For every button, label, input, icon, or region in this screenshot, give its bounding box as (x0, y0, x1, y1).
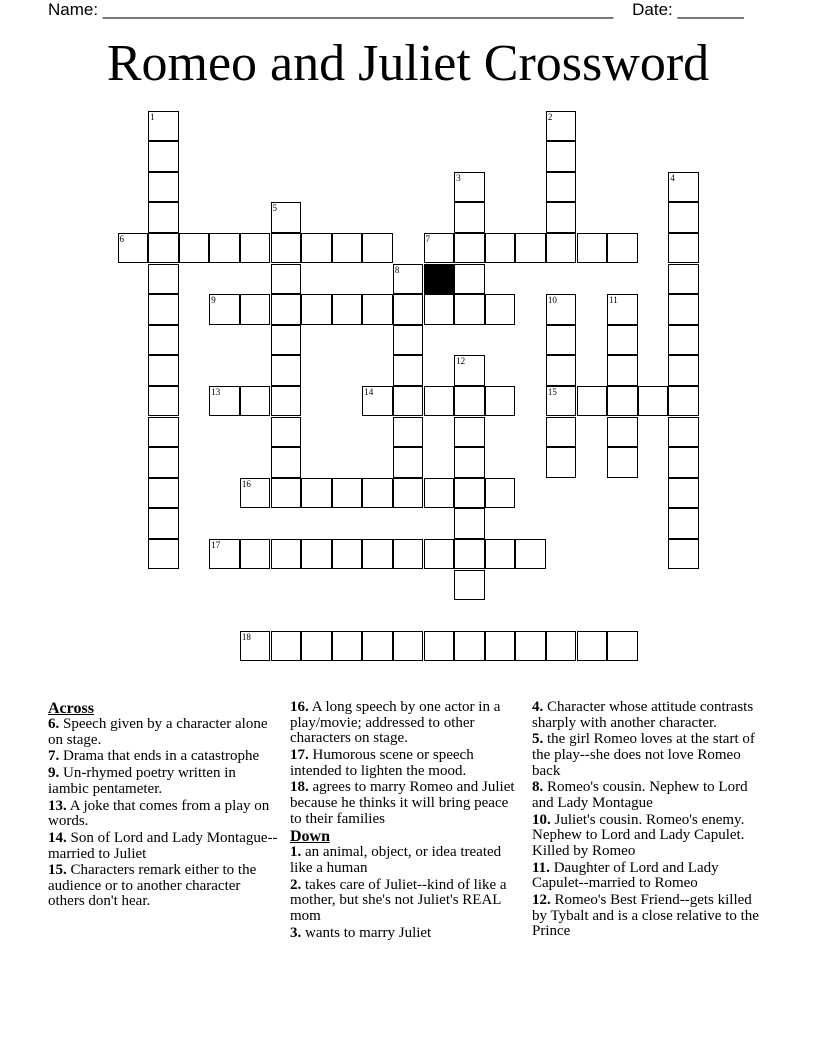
clue-across-9: 9. Un-rhymed poetry written in iambic pentameter. (48, 765, 236, 797)
grid-cell[interactable] (607, 386, 638, 417)
grid-cell[interactable] (271, 294, 302, 325)
grid-cell[interactable] (546, 233, 577, 264)
across-heading: Across (48, 700, 94, 717)
grid-cell[interactable] (179, 233, 210, 264)
grid-cell[interactable] (148, 325, 179, 356)
grid-cell[interactable] (454, 386, 485, 417)
grid-cell[interactable] (362, 233, 393, 264)
clue-number: 4 (670, 172, 675, 183)
grid-cell[interactable] (332, 478, 363, 509)
clue-across-7: 7. Drama that ends in a catastrophe (48, 748, 260, 765)
grid-cell[interactable] (546, 294, 577, 325)
grid-cell[interactable] (668, 325, 699, 356)
clue-number: 11 (609, 295, 618, 306)
grid-cell[interactable] (607, 417, 638, 448)
clue-across-17: 17. Humorous scene or speech intended to lighten the mood. (290, 746, 474, 779)
clue-across-6: 6. Speech given by a character alone on stage. (48, 716, 268, 748)
grid-cell[interactable] (271, 355, 302, 386)
clue-across-18: 18. agrees to marry Romeo and Juliet because he thinks it will bring peace to their families (290, 779, 515, 827)
grid-cell[interactable] (485, 294, 516, 325)
grid-cell[interactable] (148, 233, 179, 264)
clue-down-4: 4. Character whose attitude contrasts sharply with another character. (532, 699, 754, 731)
clue-down-11: 11. Daughter of Lord and Lady Capulet--married to Romeo (532, 859, 719, 892)
clue-across-16: 16. A long speech by one actor in a play/movie; addressed to other characters on stage. (290, 699, 501, 747)
name-date-line (48, 0, 744, 20)
grid-cell[interactable] (240, 233, 271, 264)
grid-cell[interactable] (362, 539, 393, 570)
grid-cell[interactable] (148, 294, 179, 325)
grid-cell[interactable] (546, 172, 577, 203)
grid-cell[interactable] (546, 141, 577, 172)
clue-number: 12 (456, 356, 466, 367)
grid-cell[interactable] (454, 172, 485, 203)
grid-cell[interactable] (393, 478, 424, 509)
clues-column-3 (532, 700, 764, 941)
grid-cell[interactable] (424, 539, 455, 570)
grid-cell[interactable] (209, 294, 240, 325)
clue-down-1: 1. an animal, object, or idea treated like a human (290, 844, 502, 876)
grid-cell[interactable] (577, 631, 608, 662)
clue-number: 3 (456, 172, 461, 183)
grid-cell[interactable] (424, 631, 455, 662)
grid-cell[interactable] (301, 539, 332, 570)
grid-cell[interactable] (240, 478, 271, 509)
grid-cell[interactable] (271, 233, 302, 264)
grid-cell[interactable] (485, 631, 516, 662)
grid-cell[interactable] (393, 539, 424, 570)
grid-cell[interactable] (393, 386, 424, 417)
grid-cell[interactable] (240, 294, 271, 325)
grid-cell[interactable] (668, 447, 699, 478)
grid-cell[interactable] (485, 539, 516, 570)
grid-cell[interactable] (454, 264, 485, 295)
grid-cell[interactable] (454, 478, 485, 509)
clue-down-8: 8. Romeo's cousin. Nephew to Lord and Lady Montague (532, 779, 748, 811)
clue-number: 1 (150, 111, 155, 122)
grid-cell[interactable] (546, 447, 577, 478)
grid-cell[interactable] (454, 570, 485, 601)
grid-cell[interactable] (240, 539, 271, 570)
grid-cell[interactable] (271, 264, 302, 295)
grid-cell[interactable] (148, 264, 179, 295)
clue-number: 15 (547, 386, 557, 397)
clue-down-10: 10. Juliet's cousin. Romeo's enemy. Nephew to Lord and Lady Capulet. Killed by Romeo (532, 811, 745, 859)
grid-cell[interactable] (393, 631, 424, 662)
clues-column-1 (48, 700, 280, 911)
grid-cell[interactable] (148, 478, 179, 509)
grid-cell[interactable] (546, 111, 577, 142)
clue-across-13: 13. A joke that comes from a play on words. (48, 797, 270, 830)
grid-cell[interactable] (577, 386, 608, 417)
grid-cell[interactable] (209, 233, 240, 264)
grid-cell[interactable] (271, 386, 302, 417)
clue-down-2: 2. takes care of Juliet--kind of like a mother, but she's not Juliet's REAL mom (290, 876, 507, 924)
grid-cell[interactable] (332, 539, 363, 570)
grid-cell[interactable] (638, 386, 669, 417)
grid-cell[interactable] (485, 478, 516, 509)
grid-cell[interactable] (240, 386, 271, 417)
grid-cell[interactable] (148, 539, 179, 570)
clue-number: 8 (394, 264, 400, 275)
grid-cell[interactable] (148, 386, 179, 417)
grid-cell[interactable] (515, 631, 546, 662)
grid-cell[interactable] (668, 172, 699, 203)
clue-number: 10 (547, 295, 557, 306)
grid-cell[interactable] (485, 386, 516, 417)
grid-cell[interactable] (148, 111, 179, 142)
clue-number: 13 (211, 386, 221, 397)
clue-down-5: 5. the girl Romeo loves at the start of the play--she does not love Romeo back (532, 731, 755, 779)
grid-cell[interactable] (362, 294, 393, 325)
clue-down-12: 12. Romeo's Best Friend--gets killed by Tybalt and is a close relative to the Prince (532, 892, 759, 940)
clue-number: 6 (119, 233, 124, 244)
grid-cell[interactable] (607, 233, 638, 264)
black-cell (424, 264, 455, 295)
grid-cell[interactable] (546, 355, 577, 386)
grid-cell[interactable] (301, 233, 332, 264)
clue-number: 9 (211, 295, 216, 306)
grid-cell[interactable] (454, 294, 485, 325)
grid-cell[interactable] (668, 539, 699, 570)
clue-number: 5 (272, 203, 277, 214)
grid-cell[interactable] (546, 325, 577, 356)
grid-cell[interactable] (301, 294, 332, 325)
grid-cell[interactable] (148, 172, 179, 203)
grid-cell[interactable] (424, 233, 455, 264)
grid-cell[interactable] (546, 631, 577, 662)
grid-cell[interactable] (668, 294, 699, 325)
grid-cell[interactable] (148, 141, 179, 172)
grid-cell[interactable] (607, 294, 638, 325)
grid-cell[interactable] (607, 355, 638, 386)
grid-cell[interactable] (271, 631, 302, 662)
clue-number: 17 (211, 539, 221, 550)
clue-across-14: 14. Son of Lord and Lady Montague--married to Juliet (48, 829, 278, 862)
grid-cell[interactable] (485, 233, 516, 264)
grid-cell[interactable] (546, 386, 577, 417)
grid-cell[interactable] (271, 539, 302, 570)
grid-cell[interactable] (546, 417, 577, 448)
clue-number: 7 (425, 233, 430, 244)
page-title: Romeo and Juliet Crossword (106, 35, 710, 92)
date-field-line[interactable]: _______ (677, 0, 744, 19)
clue-number: 14 (364, 386, 374, 397)
clue-number: 18 (241, 631, 251, 642)
name-field-line[interactable]: ______________________________________________________ (102, 0, 614, 19)
grid-cell[interactable] (362, 386, 393, 417)
grid-cell[interactable] (424, 386, 455, 417)
grid-cell[interactable] (148, 417, 179, 448)
grid-cell[interactable] (393, 417, 424, 448)
grid-cell[interactable] (454, 539, 485, 570)
clue-across-15: 15. Characters remark either to the audience or to another character others don't hear. (48, 862, 257, 910)
grid-cell[interactable] (668, 508, 699, 539)
grid-cell[interactable] (546, 202, 577, 233)
grid-cell[interactable] (668, 386, 699, 417)
grid-cell[interactable] (332, 294, 363, 325)
grid-cell[interactable] (668, 233, 699, 264)
grid-cell[interactable] (118, 233, 149, 264)
grid-cell[interactable] (271, 417, 302, 448)
grid-cell[interactable] (454, 631, 485, 662)
grid-cell[interactable] (454, 417, 485, 448)
grid-cell[interactable] (301, 478, 332, 509)
grid-cell[interactable] (454, 233, 485, 264)
clue-number: 16 (241, 478, 251, 489)
clues-column-2 (290, 700, 522, 942)
grid-cell[interactable] (454, 355, 485, 386)
clue-down-3: 3. wants to marry Juliet (290, 924, 432, 941)
grid-cell[interactable] (362, 478, 393, 509)
grid-cell[interactable] (424, 294, 455, 325)
grid-cell[interactable] (668, 202, 699, 233)
grid-cell[interactable] (668, 417, 699, 448)
grid-cell[interactable] (393, 325, 424, 356)
grid-cell[interactable] (301, 631, 332, 662)
grid-cell[interactable] (332, 631, 363, 662)
grid-cell[interactable] (515, 539, 546, 570)
grid-cell[interactable] (393, 294, 424, 325)
grid-cell[interactable] (271, 325, 302, 356)
grid-cell[interactable] (668, 355, 699, 386)
grid-cell[interactable] (148, 508, 179, 539)
grid-cell[interactable] (148, 355, 179, 386)
grid-cell[interactable] (362, 631, 393, 662)
grid-cell[interactable] (607, 447, 638, 478)
grid-cell[interactable] (240, 631, 271, 662)
grid-cell[interactable] (424, 478, 455, 509)
grid-cell[interactable] (454, 508, 485, 539)
grid-cell[interactable] (454, 202, 485, 233)
grid-cell[interactable] (668, 478, 699, 509)
grid-cell[interactable] (271, 447, 302, 478)
grid-cell[interactable] (668, 264, 699, 295)
grid-cell[interactable] (393, 355, 424, 386)
grid-cell[interactable] (209, 386, 240, 417)
grid-cell[interactable] (393, 447, 424, 478)
grid-cell[interactable] (148, 202, 179, 233)
down-heading: Down (290, 828, 331, 846)
grid-cell[interactable] (515, 233, 546, 264)
grid-cell[interactable] (607, 631, 638, 662)
date-label: Date: (632, 0, 673, 19)
grid-cell[interactable] (332, 233, 363, 264)
grid-cell[interactable] (454, 447, 485, 478)
clue-number: 2 (547, 111, 553, 122)
grid-cell[interactable] (209, 539, 240, 570)
grid-cell[interactable] (393, 264, 424, 295)
grid-cell[interactable] (148, 447, 179, 478)
grid-cell[interactable] (607, 325, 638, 356)
grid-cell[interactable] (271, 202, 302, 233)
grid-cell[interactable] (271, 478, 302, 509)
grid-cell[interactable] (577, 233, 608, 264)
name-label: Name: (48, 0, 99, 19)
